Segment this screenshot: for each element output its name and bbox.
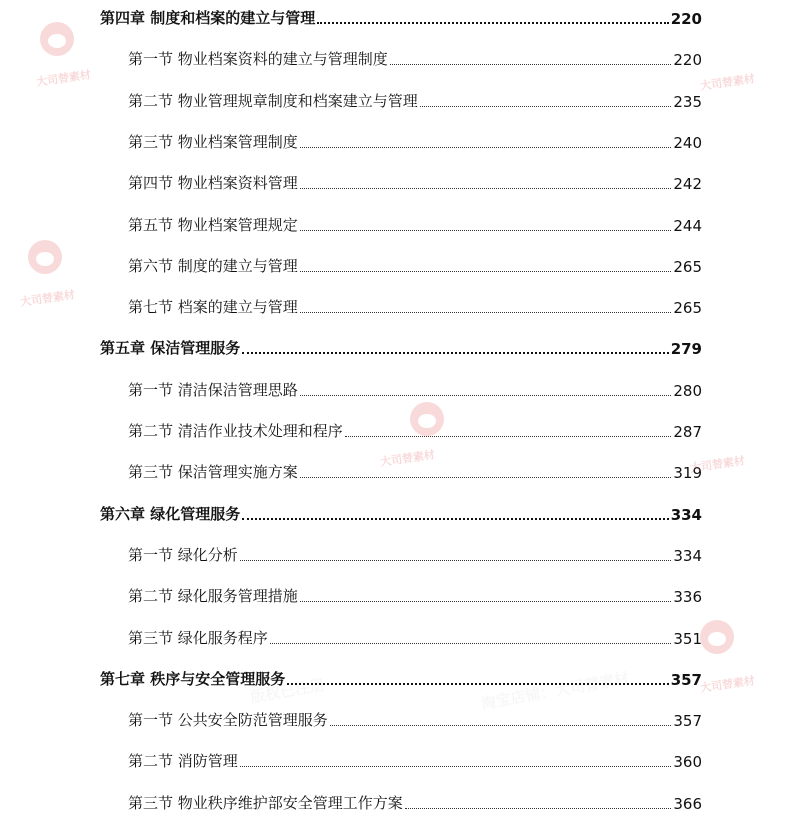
toc-page-number: 265 — [673, 299, 702, 318]
toc-page-number: 287 — [673, 423, 702, 441]
toc-page-number: 334 — [670, 505, 702, 524]
watermark-brand-text: 大司替素材 — [19, 288, 76, 309]
toc-section-row[interactable] — [0, 165, 800, 193]
toc-dot-leader — [300, 271, 672, 272]
toc-section-row[interactable] — [0, 124, 800, 152]
toc-dot-leader — [300, 188, 672, 189]
toc-page-number: 351 — [673, 629, 702, 648]
toc-page-number: 235 — [673, 92, 702, 111]
toc-entry-title: 第三节 物业档案管理制度 — [128, 132, 298, 151]
toc-entry-title: 第七节 档案的建立与管理 — [128, 298, 298, 317]
watermark-brand-text: 大司替素材 — [379, 448, 436, 469]
toc-dot-leader — [300, 477, 672, 478]
toc-page-number: 336 — [673, 588, 702, 607]
toc-page-number: 265 — [673, 257, 702, 276]
toc-entry-title: 第二节 绿化服务管理措施 — [128, 587, 298, 606]
toc-chapter-row[interactable] — [0, 330, 800, 358]
toc-chapter-row[interactable] — [0, 496, 800, 524]
toc-dot-leader — [390, 64, 672, 65]
toc-dot-leader — [345, 436, 672, 437]
toc-entry-title: 第一节 清洁保洁管理思路 — [128, 380, 298, 399]
toc-entry-title: 第一节 绿化分析 — [128, 545, 238, 564]
toc-section-row[interactable] — [0, 702, 800, 730]
toc-entry-title: 第六节 制度的建立与管理 — [128, 256, 298, 275]
toc-chapter-row[interactable] — [0, 661, 800, 689]
toc-entry-title: 第七章 秩序与安全管理服务 — [100, 669, 286, 688]
toc-dot-leader — [242, 518, 668, 520]
toc-entry-title: 第六章 绿化管理服务 — [100, 504, 241, 523]
toc-page-number: 280 — [673, 381, 702, 400]
toc-entry-title: 第五节 物业档案管理规定 — [128, 215, 298, 234]
watermark-shop-text: 淘宝店铺：大司替素材 — [479, 669, 631, 713]
toc-page-number: 360 — [673, 753, 702, 772]
toc-section-row[interactable] — [0, 207, 800, 235]
toc-dot-leader — [405, 808, 672, 809]
toc-entry-title: 第三节 保洁管理实施方案 — [128, 463, 298, 482]
watermark-brand-text: 大司替素材 — [699, 674, 756, 695]
toc-entry-title: 第二节 清洁作业技术处理和程序 — [128, 422, 343, 440]
toc-section-row[interactable] — [0, 743, 800, 771]
toc-page-number: 334 — [673, 546, 702, 565]
toc-entry-title: 第五章 保洁管理服务 — [100, 339, 241, 358]
toc-dot-leader — [300, 147, 672, 148]
toc-section-row[interactable] — [0, 537, 800, 565]
toc-entry-title: 第一节 物业档案资料的建立与管理制度 — [128, 50, 388, 69]
toc-page-number: 242 — [673, 175, 702, 194]
toc-dot-leader — [242, 352, 668, 354]
toc-page-number: 319 — [673, 464, 702, 483]
toc-page-number: 240 — [673, 133, 702, 152]
toc-dot-leader — [270, 643, 672, 644]
toc-page-number: 357 — [670, 670, 702, 689]
toc-entry-title: 第二节 物业管理规章制度和档案建立与管理 — [128, 91, 418, 110]
toc-section-row[interactable] — [0, 620, 800, 648]
toc-entry-title: 第一节 公共安全防范管理服务 — [128, 711, 328, 730]
toc-page-number: 244 — [673, 216, 702, 235]
toc-section-row[interactable] — [0, 289, 800, 317]
toc-page-number: 357 — [673, 712, 702, 731]
toc-entry-title: 第三节 绿化服务程序 — [128, 628, 268, 647]
watermark-brand-text: 大司替素材 — [689, 454, 746, 475]
watermark-brand-text: 大司替素材 — [35, 68, 92, 89]
toc-section-row[interactable] — [0, 372, 800, 400]
toc-entry-title: 第三节 物业秩序维护部安全管理工作方案 — [128, 793, 403, 812]
toc-entry-title: 第二节 消防管理 — [128, 752, 238, 771]
toc-page-number: 366 — [673, 794, 702, 813]
toc-dot-leader — [420, 106, 672, 107]
toc-section-row[interactable] — [0, 785, 800, 813]
toc-entry-title: 第四章 制度和档案的建立与管理 — [100, 9, 316, 27]
toc-section-row[interactable] — [0, 413, 800, 441]
toc-dot-leader — [300, 230, 672, 231]
watermark-brand-text: 大司替素材 — [699, 72, 756, 93]
toc-dot-leader — [330, 725, 672, 726]
toc-dot-leader — [317, 22, 668, 24]
toc-dot-leader — [287, 683, 668, 685]
toc-section-row[interactable] — [0, 41, 800, 69]
toc-section-row[interactable] — [0, 83, 800, 111]
toc-chapter-row[interactable] — [0, 0, 800, 28]
watermark-copyright-text: 版权已注册 — [249, 675, 327, 707]
toc-section-row[interactable] — [0, 454, 800, 482]
toc-dot-leader — [300, 395, 672, 396]
toc-section-row[interactable] — [0, 578, 800, 606]
toc-section-row[interactable] — [0, 248, 800, 276]
toc-page-number: 220 — [673, 51, 702, 70]
toc-page-number: 220 — [670, 10, 702, 28]
toc-dot-leader — [240, 766, 672, 767]
toc-page-number: 279 — [670, 340, 702, 359]
toc-dot-leader — [240, 560, 672, 561]
toc-dot-leader — [300, 312, 672, 313]
toc-dot-leader — [300, 601, 672, 602]
toc-entry-title: 第四节 物业档案资料管理 — [128, 174, 298, 193]
